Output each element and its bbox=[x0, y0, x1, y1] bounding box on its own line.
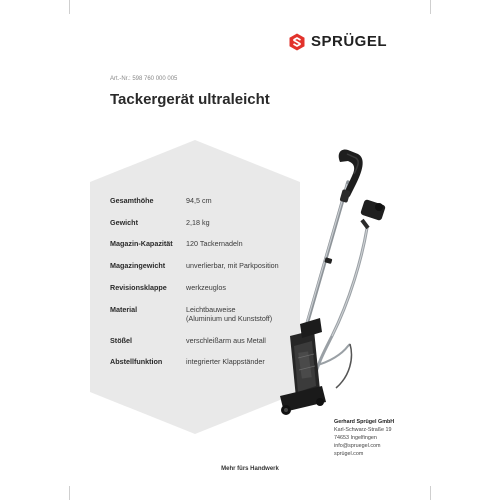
footer-slogan: Mehr fürs Handwerk bbox=[221, 466, 279, 472]
spec-value-group bbox=[186, 305, 272, 323]
spec-row bbox=[110, 239, 243, 248]
tacker-tool-image bbox=[270, 140, 400, 430]
spec-row bbox=[110, 283, 226, 292]
website-link[interactable]: sprügel.com bbox=[334, 451, 364, 457]
spec-value: verschleißarm aus Metall bbox=[186, 336, 266, 345]
spec-row bbox=[110, 218, 210, 227]
spec-label: Magazin-Kapazität bbox=[110, 239, 173, 248]
company-name: Gerhard Sprügel GmbH bbox=[334, 419, 395, 425]
spec-row bbox=[110, 357, 265, 366]
street-address: Karl-Schwarz-Straße 19 bbox=[334, 427, 392, 433]
city-address: 74653 Ingelfingen bbox=[334, 435, 377, 441]
brand-name: SPRÜGEL bbox=[311, 33, 388, 50]
spec-label: Gesamthöhe bbox=[110, 196, 154, 205]
contact-block bbox=[334, 418, 394, 458]
spec-row bbox=[110, 336, 266, 345]
spec-label: Abstellfunktion bbox=[110, 357, 163, 366]
spec-value-line2: (Aluminium und Kunststoff) bbox=[186, 314, 273, 323]
spec-value: werkzeuglos bbox=[186, 283, 226, 292]
spec-value: 120 Tackernadeln bbox=[186, 239, 243, 248]
spec-label: Gewicht bbox=[110, 218, 138, 227]
spec-label: Revisionsklappe bbox=[110, 283, 167, 292]
spec-row bbox=[110, 305, 272, 323]
spec-value: integrierter Klappständer bbox=[186, 357, 265, 366]
spec-label: Magazingewicht bbox=[110, 261, 166, 270]
brand-logo bbox=[288, 33, 387, 51]
spec-row bbox=[110, 261, 279, 270]
spec-value: Leichtbauweise bbox=[186, 305, 236, 314]
spruegel-logo-icon bbox=[288, 33, 306, 51]
spec-value: 94,5 cm bbox=[186, 196, 212, 205]
article-number: Art.-Nr.: 598 760 000 005 bbox=[110, 76, 178, 82]
email-link[interactable]: info@spruegel.com bbox=[334, 443, 381, 449]
spec-row bbox=[110, 196, 212, 205]
product-title: Tackergerät ultraleicht bbox=[110, 91, 270, 108]
spec-value: 2,18 kg bbox=[186, 218, 210, 227]
spec-value: unverlierbar, mit Parkposition bbox=[186, 261, 279, 270]
spec-label: Material bbox=[110, 305, 138, 314]
spec-label: Stößel bbox=[110, 336, 132, 345]
